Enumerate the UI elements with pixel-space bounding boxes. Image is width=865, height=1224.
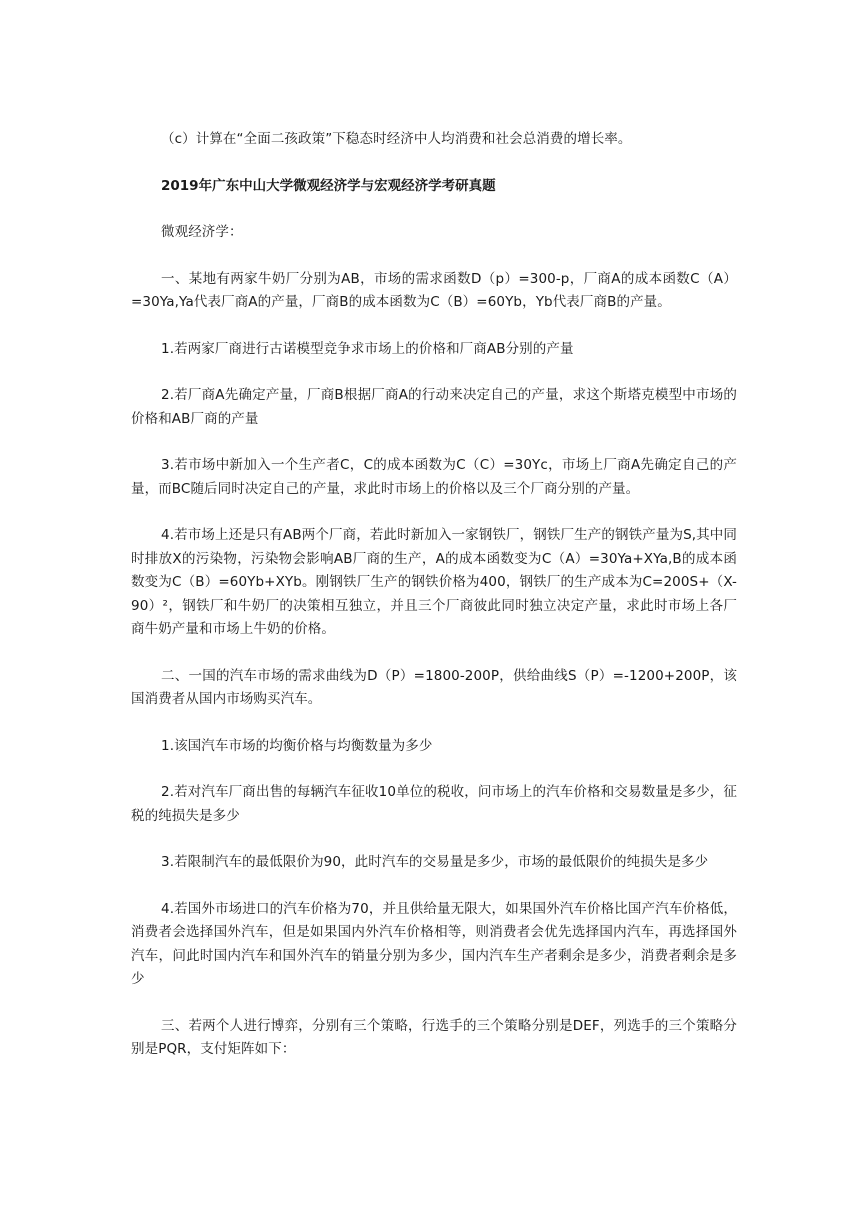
question-1-part-2: 2.若厂商A先确定产量，厂商B根据厂商A的行动来决定自己的产量，求这个斯塔克模型中市场的价格和AB厂商的产量 (131, 387, 737, 427)
paragraph-intro-c: （c）计算在“全面二孩政策”下稳态时经济中人均消费和社会总消费的增长率。 (161, 131, 632, 147)
document-body (131, 128, 737, 1062)
question-2-part-1: 1.该国汽车市场的均衡价格与均衡数量为多少 (161, 737, 433, 754)
question-2-stem: 二、一国的汽车市场的需求曲线为D（P）=1800-200P，供给曲线S（P）=-1200+200P，该国消费者从国内市场购买汽车。 (131, 667, 737, 707)
question-1-part-3: 3.若市场中新加入一个生产者C，C的成本函数为C（C）=30Yc，市场上厂商A先确定自己的产量，而BC随后同时决定自己的产量，求此时市场上的价格以及三个厂商分别的产量。 (131, 457, 737, 497)
question-1-part-4: 4.若市场上还是只有AB两个厂商，若此时新加入一家钢铁厂，钢铁厂生产的钢铁产量为S,其中同时排放X的污染物，污染物会影响AB厂商的生产，A的成本函数变为C（A）=30Ya+XYa,B的成本函数变为C（B）=60Yb+XYb。刚钢铁厂生产的钢铁价格为400，钢铁厂的生产成本为C=200S+（X-90）²，钢铁厂和牛奶厂的决策相互独立，并且三个厂商彼此同时独立决定产量，求此时市场上各厂商牛奶产量和市场上牛奶的价格。 (131, 527, 737, 637)
question-1-part-1: 1.若两家厂商进行古诺模型竞争求市场上的价格和厂商AB分别的产量 (161, 340, 574, 357)
question-3-stem: 三、若两个人进行博弈，分别有三个策略，行选手的三个策略分别是DEF，列选手的三个策略分别是PQR，支付矩阵如下： (131, 1017, 737, 1057)
exam-title: 2019年广东中山大学微观经济学与宏观经济学考研真题 (161, 177, 496, 194)
question-2-part-3: 3.若限制汽车的最低限价为90，此时汽车的交易量是多少，市场的最低限价的纯损失是多少 (161, 854, 709, 870)
question-2-part-4: 4.若国外市场进口的汽车价格为70，并且供给量无限大，如果国外汽车价格比国产汽车价格低，消费者会选择国外汽车，但是如果国内外汽车价格相等，则消费者会优先选择国内汽车，再选择国外汽车，问此时国内汽车和国外汽车的销量分别为多少，国内汽车生产者剩余是多少，消费者剩余是多少 (131, 900, 737, 987)
question-2-part-2: 2.若对汽车厂商出售的每辆汽车征收10单位的税收，问市场上的汽车价格和交易数量是多少，征税的纯损失是多少 (131, 784, 737, 824)
question-1-stem: 一、某地有两家牛奶厂分别为AB，市场的需求函数D（p）=300-p，厂商A的成本函数C（A）=30Ya,Ya代表厂商A的产量，厂商B的成本函数为C（B）=60Yb，Yb代表厂商B的产量。 (131, 270, 737, 310)
section-heading-micro: 微观经济学： (161, 224, 243, 240)
